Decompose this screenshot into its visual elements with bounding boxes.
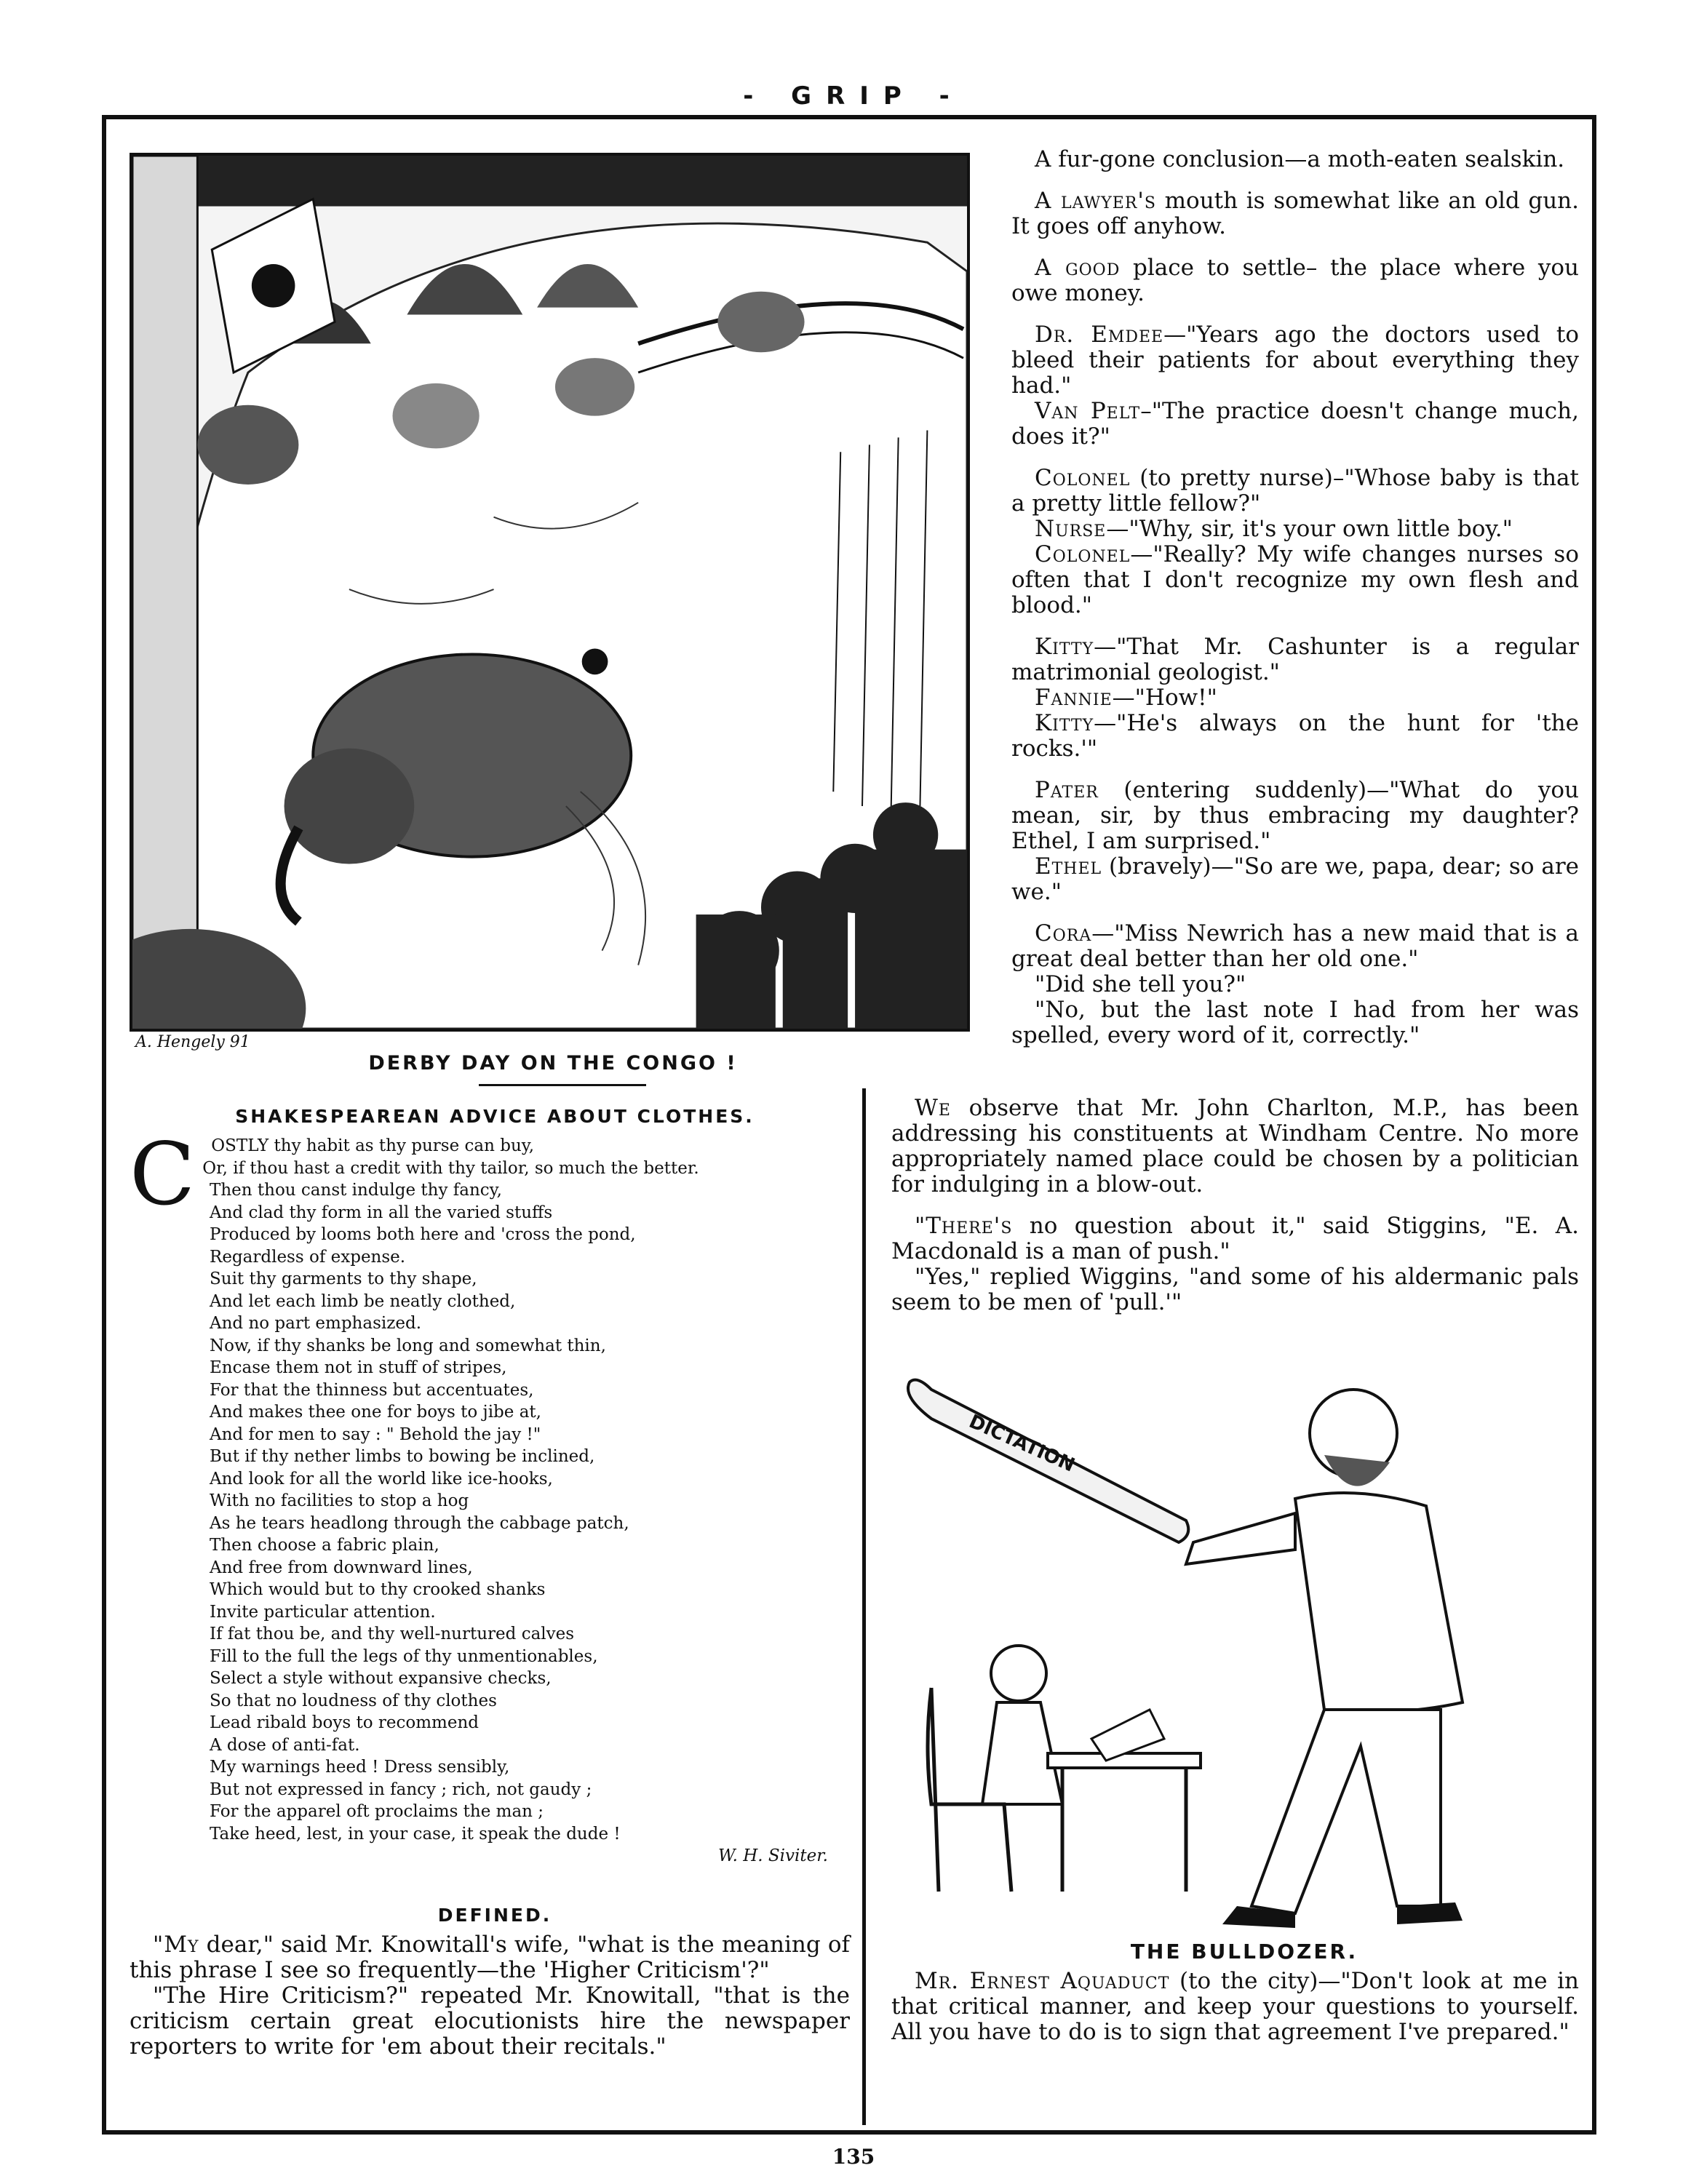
poem-title: SHAKESPEAREAN ADVICE ABOUT CLOTHES. <box>235 1106 755 1127</box>
joke-stiggins: "There's no question about it," said Stiggins, "E. A. Macdonald is a man of push." <box>891 1213 1579 1264</box>
joke-colonel-2: Colonel—"Really? My wife changes nurses so often that I don't recognize my own flesh and blood." <box>1011 541 1579 618</box>
poem-line: Invite particular attention. <box>210 1602 436 1622</box>
joke-charlton: We observe that Mr. John Charlton, M.P., has been addressing his constituents at Windham Centre. No more appropriately named place could be chosen by a politician for indulging in a blow-out. <box>891 1095 1579 1197</box>
poem-line: Encase them not in stuff of stripes, <box>210 1358 507 1377</box>
bulldozer-illustration <box>888 1368 1579 1935</box>
defined-section <box>130 1932 850 2060</box>
poem-signature: W. H. Siviter. <box>717 1846 828 1865</box>
poem-line: Now, if thy shanks be long and somewhat thin, <box>210 1336 606 1355</box>
poem-line: Which would but to thy crooked shanks <box>210 1580 546 1599</box>
poem-line: A dose of anti-fat. <box>210 1735 360 1755</box>
masthead: - GRIP - <box>743 81 964 111</box>
poem-line: Produced by looms both here and 'cross the pond, <box>210 1225 636 1244</box>
joke-last-note: "No, but the last note I had from her was spelled, every word of it, correctly." <box>1011 997 1579 1048</box>
joke-van-pelt: Van Pelt–"The practice doesn't change much, does it?" <box>1011 398 1579 450</box>
poem-line: And for men to say : " Behold the jay !" <box>210 1424 541 1444</box>
poem-line: Suit thy garments to thy shape, <box>210 1270 477 1288</box>
poem-line: And look for all the world like ice-hooks, <box>210 1469 553 1488</box>
derby-caption-rule <box>479 1084 646 1086</box>
poem-first-line-text: OSTLY thy habit as thy purse can buy, <box>211 1136 535 1155</box>
joke-colonel-1: Colonel (to pretty nurse)–"Whose baby is that a pretty little fellow?" <box>1011 465 1579 517</box>
joke-fannie: Fannie—"How!" <box>1035 685 1217 711</box>
joke-aquaduct: Mr. Ernest Aquaduct (to the city)—"Don't look at me in that critical manner, and keep your questions to yourself. All you have to do is to sign that agreement I've prepared." <box>891 1968 1579 2045</box>
joke-nurse: Nurse—"Why, sir, it's your own little boy." <box>1035 516 1513 542</box>
club-label: DICTATION <box>966 1410 1078 1477</box>
poem-line: And free from downward lines, <box>210 1558 473 1577</box>
poem-line: And no part emphasized. <box>210 1314 422 1333</box>
joke-emdee: Dr. Emdee—"Years ago the doctors used to bleed their patients for about everything they had." <box>1011 322 1579 399</box>
poem-dropcap: C <box>130 1124 196 1224</box>
joke-kitty-2: Kitty—"He's always on the hunt for 'the rocks.'" <box>1011 710 1579 762</box>
joke-good-place: A good place to settle– the place where you owe money. <box>1011 255 1579 306</box>
poem-line: Then choose a fabric plain, <box>210 1536 439 1555</box>
defined-title: DEFINED. <box>437 1905 552 1926</box>
jokes-column-lower <box>891 1096 1579 1315</box>
poem-line: Lead ribald boys to recommend <box>210 1713 479 1732</box>
column-divider <box>862 1088 866 2125</box>
page-number: 135 <box>832 2145 875 2169</box>
poem-line: And let each limb be neatly clothed, <box>210 1291 516 1311</box>
defined-p1: "My dear," said Mr. Knowitall's wife, "what is the meaning of this phrase I see so frequently—the 'Higher Criticism'?" <box>130 1932 850 1983</box>
joke-ethel: Ethel (bravely)—"So are we, papa, dear; so are we." <box>1011 853 1579 905</box>
joke-cora: Cora—"Miss Newrich has a new maid that is a great deal better than her old one." <box>1011 920 1579 972</box>
derby-day-illustration <box>130 153 970 1032</box>
poem-line: But not expressed in fancy ; rich, not gaudy ; <box>210 1780 592 1799</box>
jokes-column-upper <box>1011 147 1579 1048</box>
poem-line: And clad thy form in all the varied stuffs <box>210 1203 553 1222</box>
poem-line: Regardless of expense. <box>210 1247 406 1267</box>
joke-lawyer: A lawyer's mouth is somewhat like an old gun. It goes off anyhow. <box>1011 188 1579 239</box>
joke-wiggins: "Yes," replied Wiggins, "and some of his aldermanic pals seem to be men of 'pull.'" <box>891 1264 1579 1315</box>
poem-line: With no facilities to stop a hog <box>210 1491 469 1510</box>
defined-p2: "The Hire Criticism?" repeated Mr. Knowitall, "that is the criticism certain great elocutionists hire the newspaper reporters to write for 'em about their recitals." <box>130 1982 850 2060</box>
poem-line: Take heed, lest, in your case, it speak the dude ! <box>210 1824 621 1844</box>
joke-pater: Pater (entering suddenly)—"What do you mean, sir, by thus embracing my daughter? Ethel, I am surprised." <box>1011 777 1579 854</box>
poem-line: My warnings heed ! Dress sensibly, <box>210 1758 510 1777</box>
poem-line: Or, if thou hast a credit with thy tailor, so much the better. <box>202 1158 699 1178</box>
bulldozer-caption: THE BULLDOZER. <box>1130 1940 1358 1964</box>
poem-line: For that the thinness but accentuates, <box>210 1380 534 1400</box>
joke-fur-gone: A fur-gone conclusion—a moth-eaten sealskin. <box>1035 146 1565 172</box>
joke-did-she-tell: "Did she tell you?" <box>1035 971 1246 997</box>
poem-line: If fat thou be, and thy well-nurtured calves <box>210 1625 575 1643</box>
poem-line: Select a style without expansive checks, <box>210 1669 552 1688</box>
poem-line: And makes thee one for boys to jibe at, <box>210 1403 541 1422</box>
derby-illustration-signature: A. Hengely 91 <box>135 1033 250 1051</box>
poem-line: For the apparel oft proclaims the man ; <box>210 1802 544 1821</box>
poem-line: Then thou canst indulge thy fancy, <box>210 1181 502 1200</box>
poem-line: But if thy nether limbs to bowing be inclined, <box>210 1447 595 1466</box>
bulldozer-text <box>891 1969 1579 2045</box>
poem-lines <box>130 1157 857 1846</box>
poem <box>130 1124 857 1868</box>
poem-line: As he tears headlong through the cabbage patch, <box>210 1513 629 1533</box>
poem-line: So that no loudness of thy clothes <box>210 1691 497 1710</box>
poem-line: Fill to the full the legs of thy unmentionables, <box>210 1646 598 1666</box>
derby-caption: DERBY DAY ON THE CONGO ! <box>368 1052 738 1075</box>
joke-kitty-1: Kitty—"That Mr. Cashunter is a regular matrimonial geologist." <box>1011 634 1579 685</box>
